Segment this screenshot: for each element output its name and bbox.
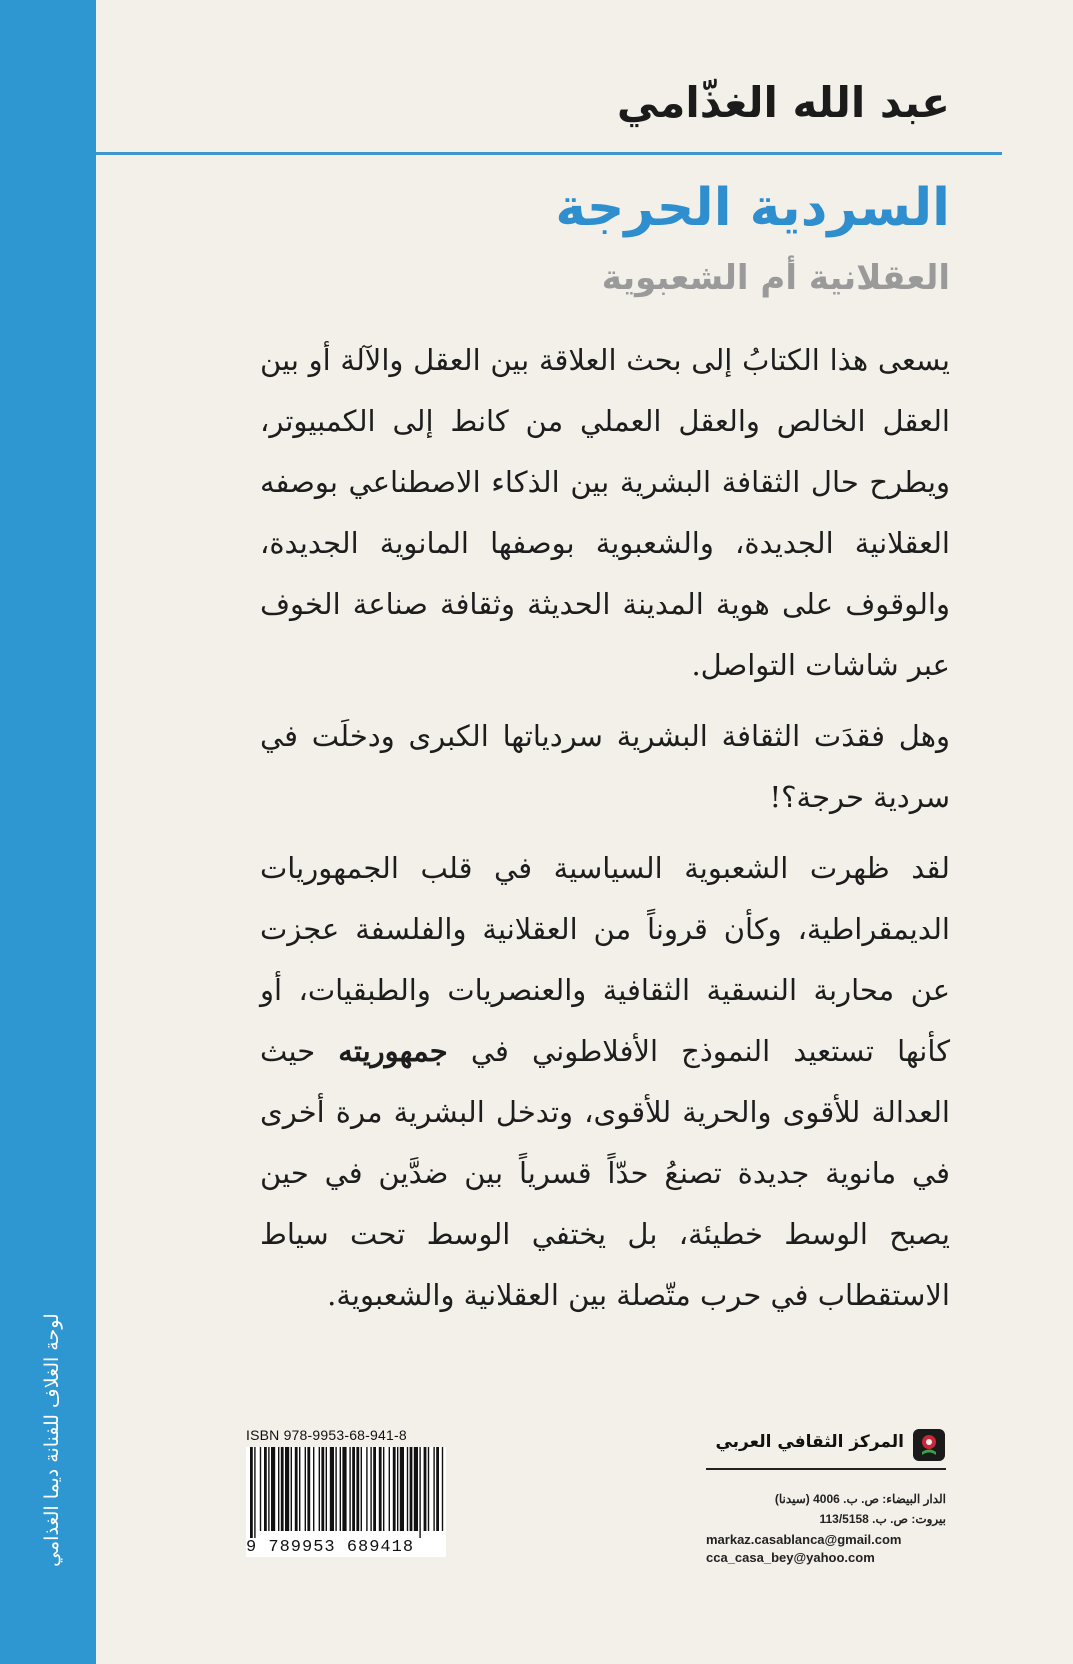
barcode-bar	[352, 1447, 355, 1531]
blurb-paragraph-3-part-b: حيث العدالة للأقوى والحرية للأقوى، وتدخل البشرية مرة أخرى في مانوية جديدة تصنعُ حدّاً قسرياً بين ضدَّين في حين يصبح الوسط خطيئة، بل يختفي الوسط تحت سياط الاستقطاب في حرب متّصلة بين العقلانية والشعبوية.	[260, 1034, 950, 1312]
barcode-bar	[361, 1447, 362, 1531]
blurb-paragraph-3-part-a: لقد ظهرت الشعبوية السياسية في قلب الجمهوريات الديمقراطية، وكأن قروناً من العقلانية والفلسفة عجزت عن محاربة النسقية الثقافية والعنصريات والطبقيات، أو كأنها تستعيد النموذج الأفلاطوني في	[260, 851, 950, 1068]
publisher-logo-icon	[912, 1428, 946, 1462]
barcode-bar	[366, 1447, 367, 1531]
blurb-paragraph-1: يسعى هذا الكتابُ إلى بحث العلاقة بين العقل والآلة أو بين العقل الخالص والعقل العملي من كانط إلى الكمبيوتر، ويطرح حال الثقافة البشرية بين الذكاء الاصطناعي بوصفه العقلانية الجديدة، والشعبوية بوصفها المانوية الجديدة، والوقوف على هوية المدينة الحديثة وثقافة صناعة الخوف عبر شاشات التواصل.	[260, 343, 950, 682]
barcode-bar	[410, 1447, 413, 1531]
barcode-bar	[379, 1447, 382, 1531]
barcode-bar	[278, 1447, 279, 1531]
barcode-bar	[313, 1447, 314, 1531]
barcode-bar	[295, 1447, 298, 1531]
blurb-paragraph-3	[260, 838, 950, 1326]
barcode-bar	[389, 1447, 390, 1531]
barcode-bar	[307, 1447, 310, 1531]
author-name: عبد الله الغذّامي	[616, 78, 950, 127]
barcode-bar	[419, 1447, 420, 1539]
barcode-bar	[433, 1447, 434, 1531]
barcode-bar	[271, 1447, 275, 1531]
barcode	[246, 1447, 446, 1539]
publisher-name: المركز الثقافي العربي	[715, 1432, 904, 1452]
isbn-digits: 9 789953 689418	[246, 1538, 446, 1557]
barcode-bar	[268, 1447, 269, 1531]
barcode-bar	[424, 1447, 427, 1531]
barcode-bar	[330, 1447, 334, 1531]
barcode-bar	[254, 1447, 255, 1539]
blurb-emphasis: جمهوريته	[338, 1034, 448, 1068]
publisher-email-1: markaz.casablanca@gmail.com	[706, 1532, 902, 1547]
barcode-bar	[349, 1447, 350, 1531]
isbn-label: ISBN 978-9953-68-941-8	[246, 1427, 407, 1443]
barcode-bar	[373, 1447, 376, 1531]
barcode-bar	[356, 1447, 359, 1531]
barcode-bars	[246, 1447, 446, 1539]
isbn-barcode-block	[246, 1427, 446, 1567]
barcode-bar	[428, 1447, 429, 1531]
barcode-bar	[436, 1447, 439, 1531]
barcode-bar	[319, 1447, 320, 1531]
barcode-bar	[340, 1447, 341, 1531]
barcode-bar	[335, 1447, 336, 1531]
publisher-address-beirut: بيروت: ص. ب. 113/5158	[819, 1512, 946, 1526]
header-divider	[96, 152, 1002, 155]
barcode-bar	[291, 1447, 292, 1531]
barcode-bar	[370, 1447, 371, 1531]
barcode-bar	[321, 1447, 324, 1531]
blurb-paragraph-2: وهل فقدَت الثقافة البشرية سردياتها الكبرى ودخلَت في سردية حرجة؟!	[260, 719, 950, 814]
publisher-email-2: cca_casa_bey@yahoo.com	[706, 1550, 875, 1565]
barcode-bar	[393, 1447, 396, 1531]
book-subtitle: العقلانية أم الشعبوية	[601, 258, 950, 298]
barcode-bar	[250, 1447, 253, 1539]
cover-art-credit: لوحة الغلاف للفنانة ديما الغذامي	[41, 1313, 63, 1567]
barcode-bar	[260, 1447, 261, 1531]
barcode-bar	[342, 1447, 346, 1531]
barcode-bar	[407, 1447, 408, 1531]
barcode-bar	[414, 1447, 418, 1531]
barcode-bar	[285, 1447, 289, 1531]
barcode-bar	[326, 1447, 327, 1531]
barcode-bar	[397, 1447, 398, 1531]
barcode-bar	[264, 1447, 267, 1531]
blurb	[260, 330, 950, 1336]
spine-band	[0, 0, 96, 1664]
book-title: السردية الحرجة	[555, 178, 950, 238]
barcode-bar	[442, 1447, 443, 1531]
publisher-address-casablanca: الدار البيضاء: ص. ب. 4006 (سيدنا)	[774, 1492, 946, 1506]
barcode-bar	[281, 1447, 284, 1531]
barcode-bar	[305, 1447, 306, 1531]
barcode-bar	[299, 1447, 300, 1531]
back-cover	[96, 0, 1073, 1664]
barcode-bar	[383, 1447, 384, 1531]
publisher-block	[706, 1420, 946, 1590]
barcode-bar	[400, 1447, 404, 1531]
publisher-header	[706, 1428, 946, 1470]
